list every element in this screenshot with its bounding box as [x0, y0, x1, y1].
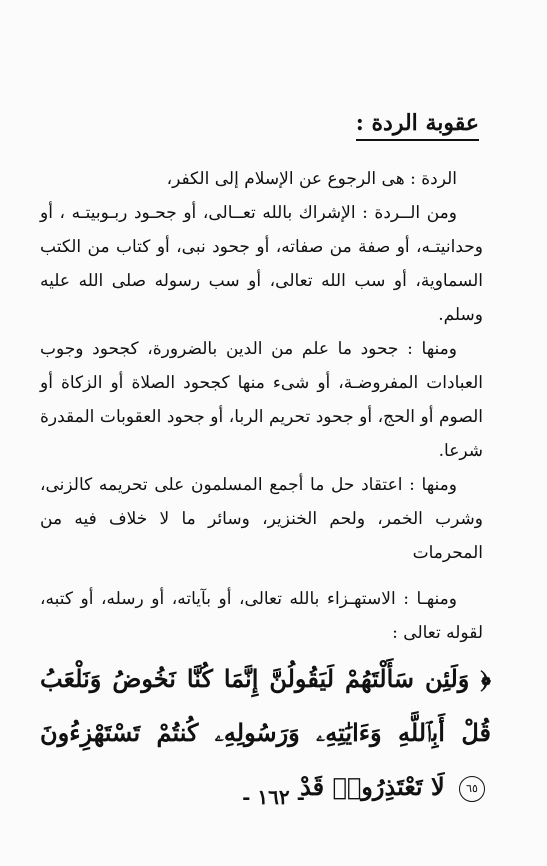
- quran-verse-part2: لَا تَعْتَذِرُوا۟ قَدْ: [300, 772, 445, 801]
- paragraph-denial: ومنها : جحود ما علم من الدين بالضرورة، كجحود وجوب العبادات المفروضـة، أو شىء منها كجحود الصلاة أو الزكاة أو الصوم أو الحج، أو جحود تحريم الربا، أو جحود العقوبات المقدرة شرعا.: [40, 339, 483, 461]
- ayah-number-marker: ٦٥: [459, 776, 485, 802]
- quran-verse-part1: ﴿ وَلَئِن سَأَلْتَهُمْ لَيَقُولُنَّ إِنَّمَا كُنَّا نَخُوضُ وَنَلْعَبُ قُلْ أَبِٱللَّهِ وَءَايَٰتِهِۦ وَرَسُولِهِۦ كُنتُمْ تَسْتَهْزِءُونَ: [40, 664, 491, 747]
- paragraph-mockery: ومنهـا : الاستهـزاء بالله تعالى، أو بآياته، أو رسله، أو كتبه، لقوله تعالى :: [40, 589, 483, 643]
- page-number: - ١٦٢ -: [242, 785, 305, 809]
- paragraph-belief: ومنها : اعتقاد حل ما أجمع المسلمون على تحريمه كالزنى، وشرب الخمر، ولحم الخنزير، وسائر ما لا خلاف فيه من المحرمات: [40, 475, 483, 563]
- body-text: [40, 162, 483, 650]
- section-heading: عقوبة الردة :: [356, 110, 479, 141]
- paragraph-shirk: ومن الــردة : الإشراك بالله تعــالى، أو جحـود ربـوبيتـه ، أو وحدانيتـه، أو صفة من صفاته، أو جحود نبى، أو كتاب من الكتب السماوية، أو سب الله تعالى، أو سب رسوله صلى الله عليه وسلم.: [40, 203, 483, 325]
- paragraph-definition: الردة : هى الرجوع عن الإسلام إلى الكفر،: [166, 169, 457, 189]
